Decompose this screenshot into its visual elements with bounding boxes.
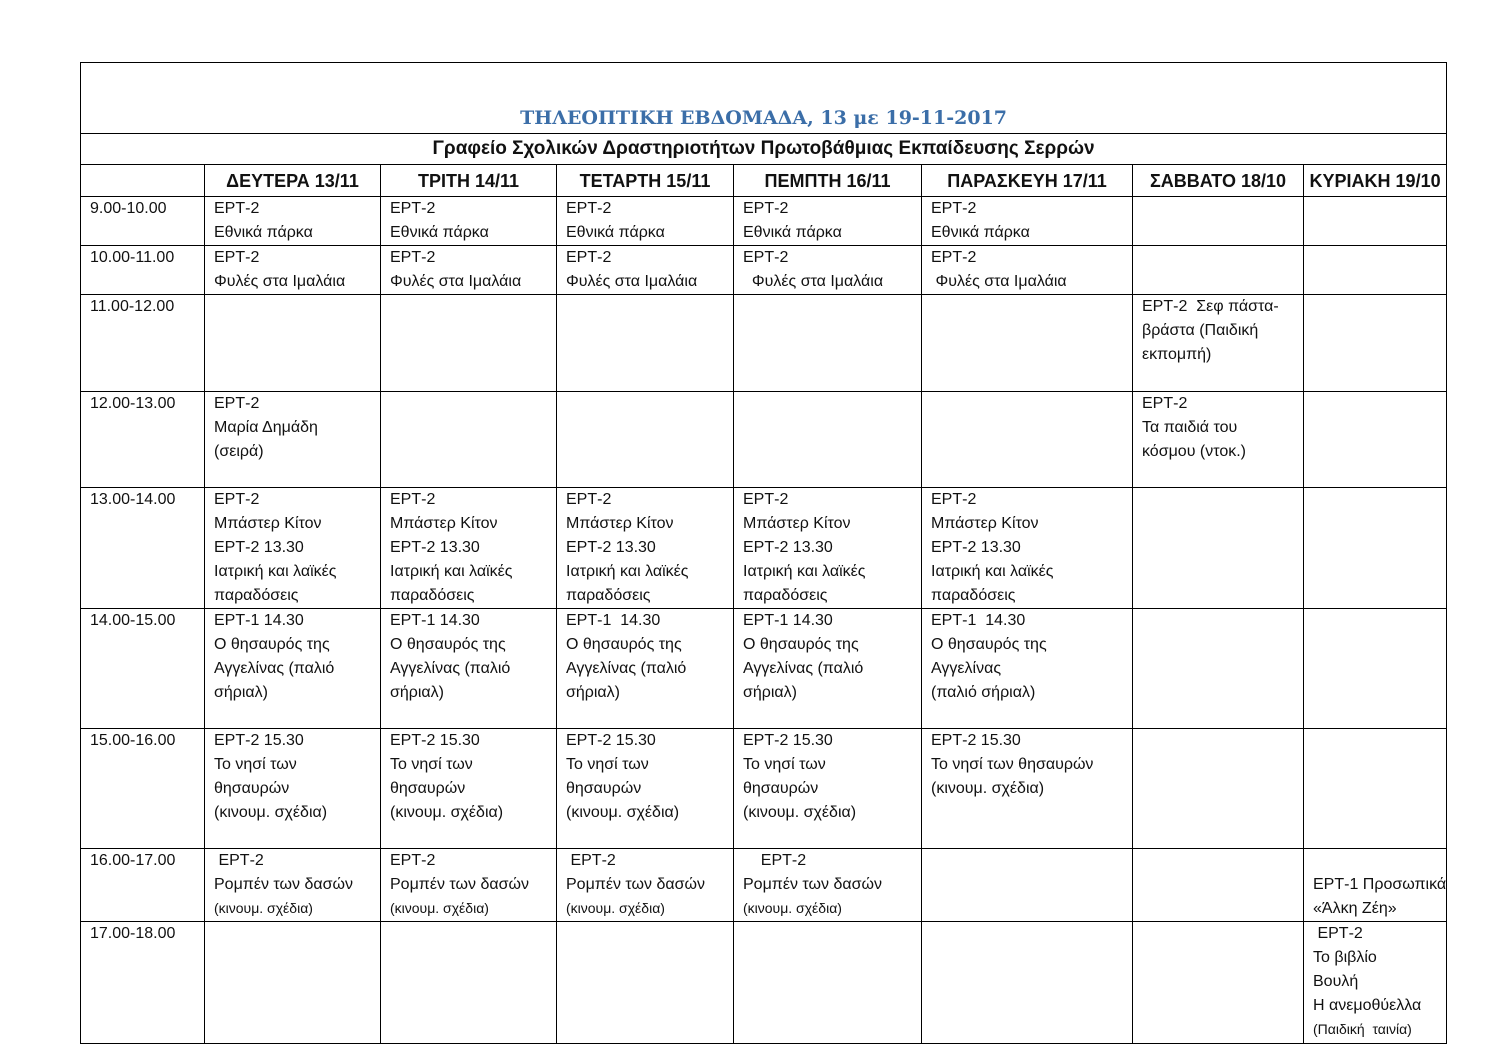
program-cell — [1304, 246, 1447, 295]
program-line: (κινουμ. σχέδια) — [743, 900, 842, 916]
program-line: (κινουμ. σχέδια) — [390, 900, 489, 916]
program-line: Το νησί των — [566, 756, 649, 773]
program-line: ΕΡΤ-1 14.30 — [390, 612, 480, 629]
program-line: παραδόσεις — [931, 587, 1016, 604]
program-cell — [734, 295, 922, 392]
program-line: (κινουμ. σχέδια) — [214, 900, 313, 916]
program-line: θησαυρών — [743, 780, 819, 797]
program-line: Ιατρική και λαϊκές — [214, 563, 337, 580]
day-header: ΤΡΙΤΗ 14/11 — [381, 165, 557, 197]
program-line: ΕΡΤ-2 — [214, 395, 260, 412]
program-line: ΕΡΤ-2 15.30 — [566, 732, 656, 749]
program-line: (παλιό σήριαλ) — [931, 684, 1036, 701]
page-title: ΤΗΛΕΟΠΤΙΚΗ ΕΒΔΟΜΑΔΑ, 13 με 19-11-2017 — [81, 103, 1447, 134]
program-line: ΕΡΤ-2 — [390, 852, 436, 869]
program-cell — [381, 392, 557, 488]
program-cell — [205, 729, 381, 849]
program-cell — [1304, 849, 1447, 922]
program-cell — [1304, 922, 1447, 1044]
program-line: Ρομπέν των δασών — [390, 876, 529, 893]
program-line: Εθνικά πάρκα — [566, 224, 665, 241]
program-line: Εθνικά πάρκα — [743, 224, 842, 241]
program-cell — [205, 295, 381, 392]
time-slot: 12.00-13.00 — [81, 392, 205, 488]
schedule-row — [81, 392, 1447, 488]
program-line: Ρομπέν των δασών — [743, 876, 882, 893]
program-cell — [205, 392, 381, 488]
program-line: θησαυρών — [566, 780, 642, 797]
program-cell — [922, 729, 1133, 849]
program-line: ΕΡΤ-2 13.30 — [390, 539, 480, 556]
program-line: Φυλές στα Ιμαλάια — [390, 273, 522, 290]
program-cell — [1304, 392, 1447, 488]
program-cell — [922, 849, 1133, 922]
program-cell — [205, 849, 381, 922]
program-cell — [734, 922, 922, 1044]
header-time-cell — [81, 165, 205, 197]
program-line: Ιατρική και λαϊκές — [931, 563, 1054, 580]
program-line: Το νησί των — [390, 756, 473, 773]
program-cell — [922, 197, 1133, 246]
program-line: (σειρά) — [214, 443, 264, 460]
program-line: Ιατρική και λαϊκές — [566, 563, 689, 580]
program-line: ΕΡΤ-1 14.30 — [566, 612, 661, 629]
program-line: βράστα (Παιδική — [1142, 322, 1259, 339]
program-line: ΕΡΤ-2 — [214, 200, 260, 217]
program-line: ΕΡΤ-2 — [743, 249, 789, 266]
program-line — [1313, 849, 1446, 873]
time-slot: 9.00-10.00 — [81, 197, 205, 246]
program-line: ΕΡΤ-2 Σεφ πάστα- — [1142, 298, 1279, 315]
schedule-row — [81, 922, 1447, 1044]
program-line: Το νησί των — [214, 756, 297, 773]
program-cell — [922, 609, 1133, 729]
program-line: Μπάστερ Κίτον — [931, 515, 1039, 532]
program-cell — [1304, 295, 1447, 392]
program-cell — [557, 922, 734, 1044]
day-header: ΠΕΜΠΤΗ 16/11 — [734, 165, 922, 197]
program-line: ΕΡΤ-2 13.30 — [214, 539, 304, 556]
top-blank-row — [81, 63, 1447, 104]
program-cell — [922, 246, 1133, 295]
program-line: Αγγελίνας (παλιό — [743, 660, 864, 677]
program-line: (Παιδική ταινία) — [1313, 1021, 1412, 1037]
program-line: (κινουμ. σχέδια) — [566, 900, 665, 916]
program-line: ΕΡΤ-2 — [566, 852, 616, 869]
program-line: Ρομπέν των δασών — [566, 876, 705, 893]
program-line: εκπομπή) — [1142, 346, 1212, 363]
program-cell — [734, 609, 922, 729]
program-cell — [381, 849, 557, 922]
program-line: (κινουμ. σχέδια) — [743, 804, 857, 821]
program-line: ΕΡΤ-2 13.30 — [566, 539, 656, 556]
program-cell — [922, 922, 1133, 1044]
program-line: Ο θησαυρός της — [390, 636, 506, 653]
schedule-row — [81, 488, 1447, 609]
program-line: σήριαλ) — [214, 684, 269, 701]
program-line: Εθνικά πάρκα — [390, 224, 489, 241]
program-cell — [734, 729, 922, 849]
program-cell — [1133, 609, 1304, 729]
program-cell — [922, 392, 1133, 488]
program-line: παραδόσεις — [566, 587, 651, 604]
program-cell — [1304, 197, 1447, 246]
program-line: Ο θησαυρός της — [214, 636, 330, 653]
schedule-row — [81, 295, 1447, 392]
program-line: παραδόσεις — [743, 587, 828, 604]
program-cell — [1133, 295, 1304, 392]
program-cell — [922, 488, 1133, 609]
program-line: ΕΡΤ-2 — [390, 249, 436, 266]
program-line: παραδόσεις — [390, 587, 475, 604]
program-line: Το νησί των — [743, 756, 826, 773]
program-line: ΕΡΤ-2 — [566, 491, 612, 508]
schedule-row — [81, 197, 1447, 246]
program-line: (κινουμ. σχέδια) — [566, 804, 680, 821]
program-line: ΕΡΤ-2 15.30 — [931, 732, 1021, 749]
program-cell — [1304, 729, 1447, 849]
program-cell — [1133, 392, 1304, 488]
program-line: Αγγελίνας (παλιό — [566, 660, 687, 677]
program-line: σήριαλ) — [390, 684, 445, 701]
day-header: ΠΑΡΑΣΚΕΥΗ 17/11 — [922, 165, 1133, 197]
program-line: Αγγελίνας (παλιό — [214, 660, 335, 677]
program-cell — [734, 246, 922, 295]
program-cell — [557, 197, 734, 246]
time-slot: 13.00-14.00 — [81, 488, 205, 609]
schedule-row — [81, 729, 1447, 849]
program-line: ΕΡΤ-2 — [390, 200, 436, 217]
program-line: ΕΡΤ-1 14.30 — [214, 612, 304, 629]
day-header-row — [81, 165, 1447, 197]
program-line: Τα παιδιά του — [1142, 419, 1238, 436]
program-line: ΕΡΤ-2 13.30 — [931, 539, 1021, 556]
day-header: ΔΕΥΤΕΡΑ 13/11 — [205, 165, 381, 197]
schedule-row — [81, 609, 1447, 729]
program-line: ΕΡΤ-2 — [743, 200, 789, 217]
program-cell — [734, 392, 922, 488]
program-line: ΕΡΤ-2 15.30 — [390, 732, 480, 749]
program-cell — [1304, 488, 1447, 609]
program-cell — [1133, 488, 1304, 609]
program-line: Εθνικά πάρκα — [931, 224, 1030, 241]
program-line: Βουλή — [1313, 973, 1359, 990]
program-line: παραδόσεις — [214, 587, 299, 604]
program-line: Μαρία Δημάδη — [214, 419, 318, 436]
title-row — [81, 103, 1447, 134]
program-line: σήριαλ) — [566, 684, 621, 701]
time-slot: 14.00-15.00 — [81, 609, 205, 729]
program-line: ΕΡΤ-2 — [214, 249, 260, 266]
program-line: ΕΡΤ-2 13.30 — [743, 539, 833, 556]
program-line: ΕΡΤ-1 Προσωπικά — [1313, 876, 1447, 893]
program-line: ΕΡΤ-2 — [1313, 925, 1363, 942]
program-cell — [381, 246, 557, 295]
program-cell — [381, 197, 557, 246]
program-line: ΕΡΤ-2 15.30 — [743, 732, 833, 749]
program-line: Το νησί των θησαυρών — [931, 756, 1094, 773]
program-line: Μπάστερ Κίτον — [743, 515, 851, 532]
program-line: σήριαλ) — [743, 684, 798, 701]
program-line: Το βιβλίο — [1313, 949, 1377, 966]
program-line: Ο θησαυρός της — [566, 636, 682, 653]
program-cell — [557, 295, 734, 392]
program-cell — [734, 197, 922, 246]
program-line: Φυλές στα Ιμαλάια — [566, 273, 698, 290]
program-line: ΕΡΤ-2 — [931, 200, 977, 217]
time-slot: 10.00-11.00 — [81, 246, 205, 295]
program-cell — [205, 488, 381, 609]
program-line: Ο θησαυρός της — [743, 636, 859, 653]
program-cell — [381, 609, 557, 729]
program-line: Αγγελίνας — [931, 660, 1002, 677]
program-line: Η ανεμοθύελλα — [1313, 997, 1422, 1014]
program-line: ΕΡΤ-2 — [214, 491, 260, 508]
program-line: Μπάστερ Κίτον — [390, 515, 498, 532]
schedule-row — [81, 246, 1447, 295]
program-cell — [1304, 609, 1447, 729]
program-cell — [205, 197, 381, 246]
program-cell — [1133, 197, 1304, 246]
program-line: ΕΡΤ-2 15.30 — [214, 732, 304, 749]
time-slot: 17.00-18.00 — [81, 922, 205, 1044]
page-subtitle: Γραφείο Σχολικών Δραστηριοτήτων Πρωτοβάθμιας Εκπαίδευσης Σερρών — [81, 134, 1447, 165]
program-line: Μπάστερ Κίτον — [566, 515, 674, 532]
program-line: Ιατρική και λαϊκές — [390, 563, 513, 580]
program-cell — [557, 849, 734, 922]
program-line: (κινουμ. σχέδια) — [214, 804, 328, 821]
program-line: ΕΡΤ-2 — [566, 249, 612, 266]
program-cell — [381, 729, 557, 849]
program-line: Μπάστερ Κίτον — [214, 515, 322, 532]
program-line: ΕΡΤ-2 — [214, 852, 264, 869]
day-header: ΤΕΤΑΡΤΗ 15/11 — [557, 165, 734, 197]
program-line: ΕΡΤ-2 — [390, 491, 436, 508]
program-line: (κινουμ. σχέδια) — [931, 780, 1045, 797]
program-cell — [381, 488, 557, 609]
program-cell — [557, 392, 734, 488]
schedule-row — [81, 849, 1447, 922]
program-cell — [1133, 246, 1304, 295]
program-cell — [205, 922, 381, 1044]
program-cell — [557, 729, 734, 849]
program-cell — [205, 246, 381, 295]
time-slot: 16.00-17.00 — [81, 849, 205, 922]
program-line: ΕΡΤ-2 — [931, 249, 977, 266]
program-line: ΕΡΤ-2 — [1142, 395, 1188, 412]
program-line: Εθνικά πάρκα — [214, 224, 313, 241]
program-line: ΕΡΤ-2 — [931, 491, 977, 508]
program-line: Φυλές στα Ιμαλάια — [214, 273, 346, 290]
program-line: Αγγελίνας (παλιό — [390, 660, 511, 677]
program-line: θησαυρών — [214, 780, 290, 797]
program-line: ΕΡΤ-2 — [566, 200, 612, 217]
program-line: «Άλκη Ζέη» — [1313, 900, 1397, 917]
program-line: (κινουμ. σχέδια) — [390, 804, 504, 821]
program-cell — [734, 849, 922, 922]
program-cell — [557, 609, 734, 729]
subtitle-row — [81, 134, 1447, 165]
program-line: Ρομπέν των δασών — [214, 876, 353, 893]
day-header: ΣΑΒΒΑΤΟ 18/10 — [1133, 165, 1304, 197]
time-slot: 11.00-12.00 — [81, 295, 205, 392]
program-cell — [557, 246, 734, 295]
program-cell — [205, 609, 381, 729]
program-line: ΕΡΤ-2 — [743, 491, 789, 508]
program-line: ΕΡΤ-2 — [743, 852, 807, 869]
program-line: Ιατρική και λαϊκές — [743, 563, 866, 580]
program-cell — [381, 295, 557, 392]
program-line: Φυλές στα Ιμαλάια — [931, 273, 1067, 290]
time-slot: 15.00-16.00 — [81, 729, 205, 849]
program-cell — [922, 295, 1133, 392]
program-line: κόσμου (ντοκ.) — [1142, 443, 1246, 460]
program-cell — [557, 488, 734, 609]
program-line: Φυλές στα Ιμαλάια — [743, 273, 884, 290]
schedule-table — [80, 62, 1447, 1044]
program-line: Ο θησαυρός της — [931, 636, 1047, 653]
program-cell — [1133, 922, 1304, 1044]
program-line: ΕΡΤ-1 14.30 — [931, 612, 1026, 629]
program-line: ΕΡΤ-1 14.30 — [743, 612, 833, 629]
program-cell — [734, 488, 922, 609]
day-header: ΚΥΡΙΑΚΗ 19/10 — [1304, 165, 1447, 197]
program-cell — [1133, 849, 1304, 922]
program-cell — [381, 922, 557, 1044]
program-cell — [1133, 729, 1304, 849]
program-line: θησαυρών — [390, 780, 466, 797]
